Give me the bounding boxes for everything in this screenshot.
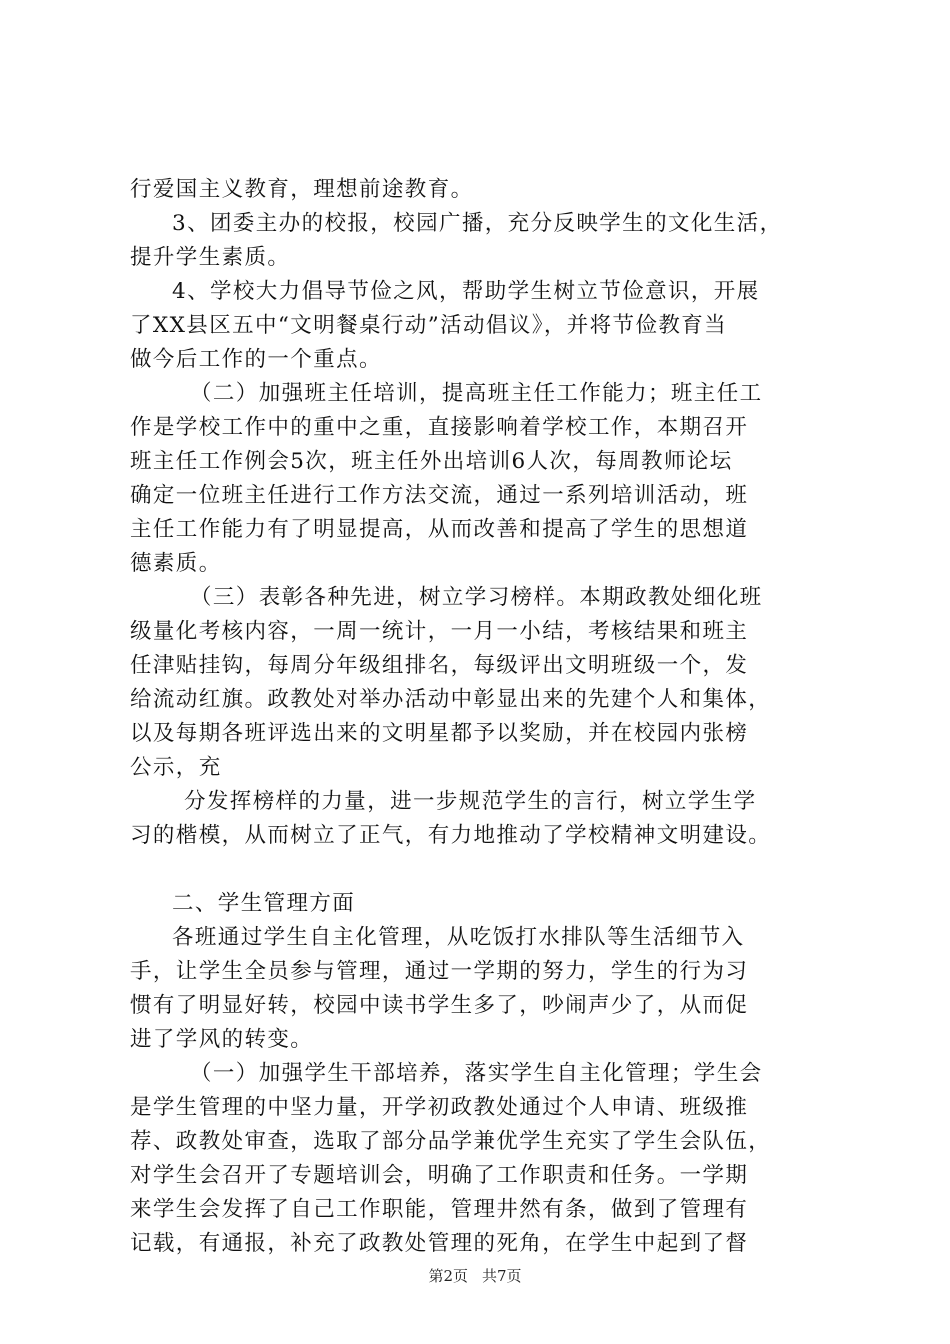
page-number: 第2页 (428, 1267, 468, 1285)
text-line: 以及每期各班评选出来的文明星都予以奖励，并在校园内张榜 (130, 721, 749, 746)
text-line: 做今后工作的一个重点。 (130, 347, 382, 372)
text-line: 是学生管理的中坚力量，开学初政教处通过个人申请、班级推 (130, 1095, 749, 1120)
text-line: （三）表彰各种先进，树立学习榜样。本期政教处细化班 (190, 585, 763, 610)
text-line: 行爱国主义教育，理想前途教育。 (130, 177, 474, 202)
page-total: 共7页 (482, 1267, 522, 1285)
text-line: 主任工作能力有了明显提高，从而改善和提高了学生的思想道 (130, 517, 749, 542)
section-heading: 二、学生管理方面 (172, 891, 356, 916)
text-line: 进了学风的转变。 (130, 1027, 314, 1052)
text-line: 了XX县区五中“文明餐桌行动”活动倡议》，并将节俭教育当 (130, 313, 728, 338)
page-footer (0, 1266, 950, 1286)
text-line: 级量化考核内容，一周一统计，一月一小结，考核结果和班主 (130, 619, 749, 644)
text-line: 记载，有通报，补充了政教处管理的死角，在学生中起到了督 (130, 1231, 749, 1256)
text-line: 4、学校大力倡导节俭之风，帮助学生树立节俭意识，开展 (172, 279, 760, 304)
text-line: 惯有了明显好转，校园中读书学生多了，吵闹声少了，从而促 (130, 993, 749, 1018)
text-line: 各班通过学生自主化管理，从吃饭打水排队等生活细节入 (172, 925, 745, 950)
text-line: 作是学校工作中的重中之重，直接影响着学校工作，本期召开 (130, 415, 749, 440)
text-line: 德素质。 (130, 551, 222, 576)
text-line: 3、团委主办的校报，校园广播，充分反映学生的文化生活， (172, 211, 783, 236)
text-line: 公示，充 (130, 755, 222, 780)
text-line: 分发挥榜样的力量，进一步规范学生的言行，树立学生学 (184, 789, 757, 814)
text-line: 来学生会发挥了自己工作职能，管理井然有条，做到了管理有 (130, 1197, 749, 1222)
text-line: （二）加强班主任培训，提高班主任工作能力；班主任工 (190, 381, 763, 406)
text-line: 给流动红旗。政教处对举办活动中彰显出来的先建个人和集体， (130, 687, 772, 712)
text-line: 班主任工作例会5次，班主任外出培训6人次，每周教师论坛 (130, 449, 733, 474)
text-line: 习的楷模，从而树立了正气，有力地推动了学校精神文明建设。 (130, 823, 772, 848)
text-line: 确定一位班主任进行工作方法交流，通过一系列培训活动，班 (130, 483, 749, 508)
text-line: 对学生会召开了专题培训会，明确了工作职责和任务。一学期 (130, 1163, 749, 1188)
text-line: 手，让学生全员参与管理，通过一学期的努力，学生的行为习 (130, 959, 749, 984)
text-line: 提升学生素质。 (130, 245, 291, 270)
text-line: （一）加强学生干部培养，落实学生自主化管理；学生会 (190, 1061, 763, 1086)
text-line: 任津贴挂钩，每周分年级组排名，每级评出文明班级一个，发 (130, 653, 749, 678)
text-line: 荐、政教处审查，选取了部分品学兼优学生充实了学生会队伍， (130, 1129, 772, 1154)
